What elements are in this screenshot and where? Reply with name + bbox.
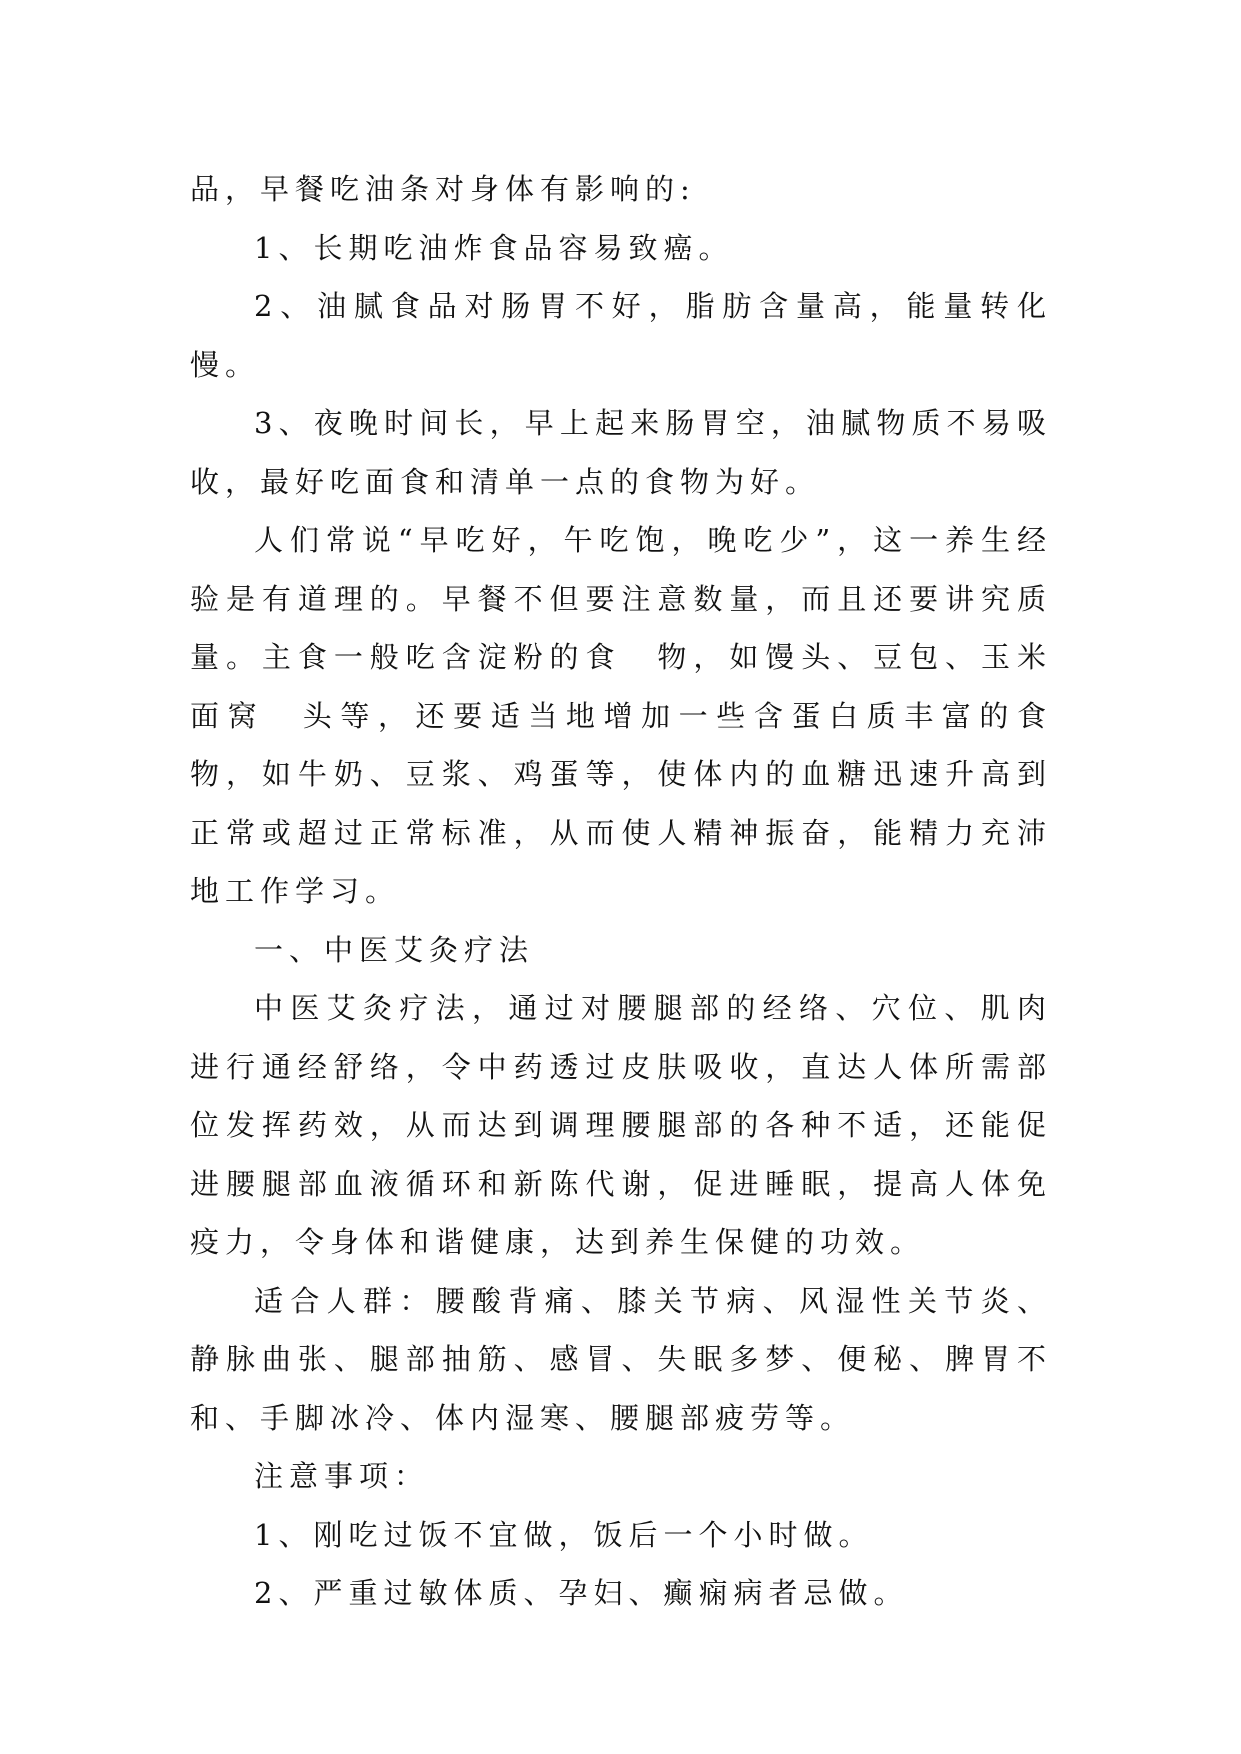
paragraph-breakfast: 人们常说“早吃好，午吃饱，晚吃少”，这一养生经验是有道理的。早餐不但要注意数量，而且还要讲究质量。主食一般吃含淀粉的食 物，如馒头、豆包、玉米面窝 头等，还要适当地增加一些含蛋白质丰富的食物，如牛奶、豆浆、鸡蛋等，使体内的血糖迅速升高到正常或超过正常标准，从而使人精神振奋，能精力充沛地工作学习。 (190, 523, 1052, 908)
paragraph-moxibustion: 中医艾灸疗法，通过对腰腿部的经络、穴位、肌肉进行通经舒络，令中药透过皮肤吸收，直达人体所需部位发挥药效，从而达到调理腰腿部的各种不适，还能促进腰腿部血液循环和新陈代谢，促进睡眠，提高人体免疫力，令身体和谐健康，达到养生保健的功效。 (190, 991, 1052, 1259)
document-body (190, 160, 1052, 1623)
list-item-2: 2、油腻食品对肠胃不好，脂肪含量高，能量转化慢。 (190, 289, 1052, 382)
section-heading-moxibustion: 一、中医艾灸疗法 (254, 932, 535, 967)
paragraph-continuation: 品，早餐吃油条对身体有影响的: (190, 172, 696, 206)
list-item-3: 3、夜晚时间长，早上起来肠胃空，油腻物质不易吸收，最好吃面食和清单一点的食物为好。 (190, 406, 1052, 499)
notes-heading: 注意事项： (254, 1459, 430, 1493)
list-item-1: 1、长期吃油炸食品容易致癌。 (254, 230, 734, 265)
note-item-2: 2、严重过敏体质、孕妇、癫痫病者忌做。 (254, 1576, 909, 1610)
note-item-1: 1、刚吃过饭不宜做，饭后一个小时做。 (254, 1517, 874, 1552)
paragraph-suitable-groups: 适合人群：腰酸背痛、膝关节病、风湿性关节炎、静脉曲张、腿部抽筋、感冒、失眠多梦、便秘、脾胃不和、手脚冰冷、体内湿寒、腰腿部疲劳等。 (190, 1283, 1052, 1435)
